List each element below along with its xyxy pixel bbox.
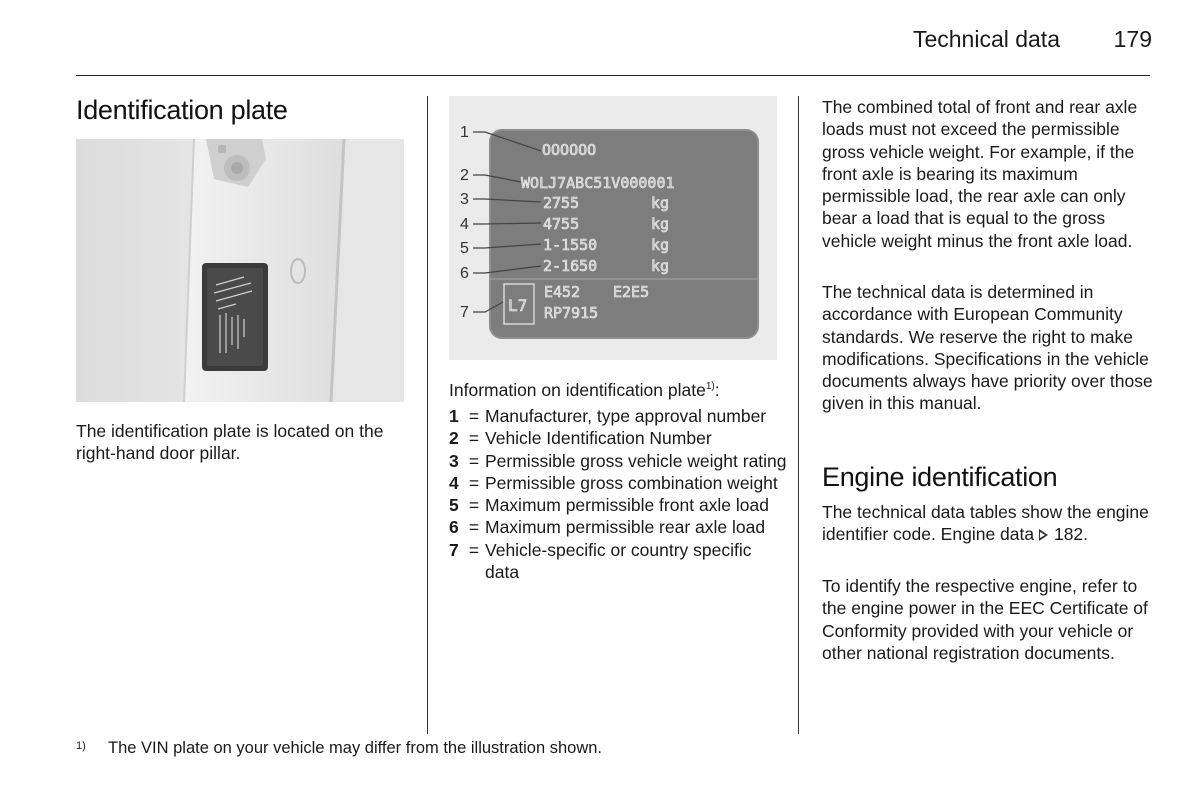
plate-line-6: 2-1650 (543, 257, 598, 275)
plate-info-intro-text: Information on identification plate (449, 379, 706, 400)
legend-text: Maximum permissible rear axle load (485, 517, 766, 538)
legend-equals: = (468, 517, 480, 538)
plate-bottom-code-1b: E2E5 (613, 283, 650, 301)
legend-text: Vehicle Identification Number (485, 428, 712, 449)
plate-info-intro (449, 376, 789, 401)
page-reference-arrow-icon (1039, 529, 1048, 541)
plate-legend-list (449, 405, 789, 583)
footnote-ref: 1) (705, 381, 715, 392)
plate-info-intro-colon: : (714, 379, 720, 400)
engine-power-paragraph: To identify the respective engine, refer to the engine power in the EEC Certificate of Conformity provided with your vehicle or other national registration documents. (822, 576, 1148, 663)
running-header-title: Technical data (912, 26, 1060, 52)
legend-number: 2 (449, 428, 459, 449)
legend-number: 4 (449, 472, 459, 493)
callout-7: 7 (460, 304, 469, 321)
plate-line-5: 1-1550 (543, 236, 598, 254)
axle-load-paragraph: The combined total of front and rear axle loads must not exceed the permissible gross vehicle weight. For example, if the front axle is bearing its maximum permissible load, the rear axle can only bear a load that is equal to the gross vehicle weight minus the front axle load. (822, 97, 1138, 251)
plate-line-2: WOLJ7ABC51V000001 (521, 174, 675, 192)
plate-unit-6: kg (651, 257, 670, 275)
legend-equals: = (468, 450, 480, 471)
legend-item (449, 539, 789, 584)
legend-number: 7 (449, 539, 459, 560)
legend-text: Permissible gross combination weight (485, 472, 778, 493)
footnote-text: The VIN plate on your vehicle may differ from the illustration shown. (108, 739, 603, 757)
legend-text: Maximum permissible front axle load (485, 495, 769, 516)
plate-unit-4: kg (651, 215, 670, 233)
legend-text: Manufacturer, type approval number (485, 406, 767, 426)
legend-number: 5 (449, 495, 459, 516)
plate-line-1: OOOOOO (542, 141, 597, 159)
plate-line-4: 4755 (543, 215, 580, 233)
legend-item (449, 450, 789, 472)
plate-unit-3: kg (651, 194, 670, 212)
plate-l7-code: L7 (508, 296, 528, 315)
plate-bottom-code-2: RP7915 (544, 304, 599, 322)
legend-number: 1 (449, 406, 459, 426)
legend-item (449, 405, 789, 427)
callout-2: 2 (460, 167, 469, 184)
door-pillar-photo (76, 139, 404, 402)
eu-standards-paragraph: The technical data is determined in accordance with European Community standards. We reserve the right to make modifications. Specifications in the vehicle documents always have priority over those given in this manual. (822, 282, 1153, 414)
legend-equals: = (468, 539, 480, 560)
legend-item (449, 427, 789, 449)
legend-item (449, 494, 789, 516)
identification-plate-illustration (449, 96, 777, 360)
callout-6: 6 (460, 265, 469, 282)
legend-text: Vehicle-specific or country specific data (485, 539, 752, 583)
callout-3: 3 (460, 191, 469, 208)
heading-engine-identification: Engine identification (822, 462, 1058, 492)
column-divider-left (427, 96, 428, 734)
callout-4: 4 (460, 216, 469, 233)
legend-equals: = (468, 428, 480, 449)
callout-5: 5 (460, 240, 469, 257)
legend-item (449, 472, 789, 494)
legend-number: 6 (449, 517, 459, 538)
callout-1: 1 (460, 124, 469, 141)
engine-data-page-link[interactable]: 182. (1053, 524, 1089, 545)
engine-identifier-paragraph (822, 501, 1157, 546)
identification-plate-location-text: The identification plate is located on the right-hand door pillar. (76, 421, 384, 464)
legend-number: 3 (449, 450, 459, 471)
header-rule (76, 75, 1150, 76)
engine-identifier-text: The technical data tables show the engine identifier code. Engine data (822, 502, 1149, 545)
legend-equals: = (468, 495, 480, 516)
legend-text: Permissible gross vehicle weight rating (485, 450, 787, 471)
legend-item (449, 516, 789, 538)
legend-equals: = (468, 406, 480, 426)
plate-bottom-code-1a: E452 (544, 283, 581, 301)
column-divider-right (798, 96, 799, 734)
plate-line-3: 2755 (543, 194, 580, 212)
plate-unit-5: kg (651, 236, 670, 254)
page-number: 179 (1113, 26, 1152, 52)
heading-identification-plate: Identification plate (76, 95, 288, 125)
legend-equals: = (468, 472, 480, 493)
footnote-mark: 1) (76, 740, 86, 752)
